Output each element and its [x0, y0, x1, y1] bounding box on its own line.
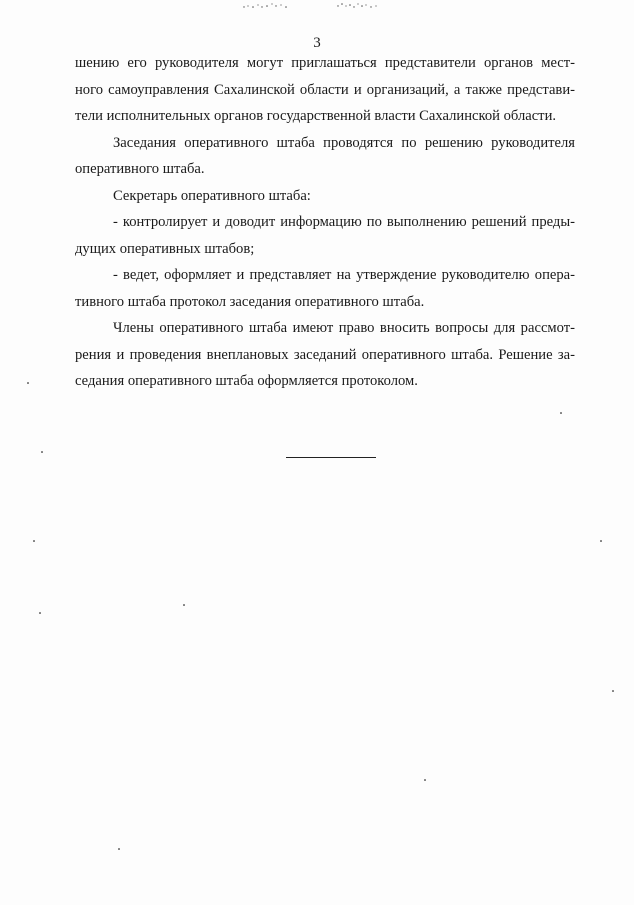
- page-number: 3: [313, 35, 321, 51]
- scan-speck: [33, 540, 35, 542]
- text-line: Секретарь оперативного штаба:: [113, 187, 311, 204]
- text-line: Заседания оперативного штаба проводятся по решению руководителя: [113, 134, 575, 151]
- text-line: рения и проведения внеплановых заседаний оперативного штаба. Решение за-: [75, 346, 575, 363]
- scan-speck: [27, 382, 29, 384]
- scan-speck: [600, 540, 602, 542]
- scan-speck: [424, 779, 426, 781]
- scan-speck: [560, 412, 562, 414]
- text-line: ного самоуправления Сахалинской области и организаций, а также представи-: [75, 81, 575, 98]
- scan-speck: [41, 451, 43, 453]
- text-line: тели исполнительных органов государственной власти Сахалинской области.: [75, 108, 557, 124]
- scan-speck: [118, 848, 120, 850]
- text-line: - ведет, оформляет и представляет на утверждение руководителю опера-: [113, 267, 575, 283]
- text-line: тивного штаба протокол заседания оперативного штаба.: [75, 293, 425, 310]
- end-of-text-rule: [286, 457, 376, 458]
- scan-speck: [183, 604, 185, 606]
- text-line: дущих оперативных штабов;: [75, 240, 255, 257]
- text-line: Члены оперативного штаба имеют право вносить вопросы для рассмот-: [113, 320, 575, 336]
- scan-speck: [39, 612, 41, 614]
- scan-speck: [612, 690, 614, 692]
- scan-artifact-marks: [0, 0, 634, 12]
- text-line: оперативного штаба.: [75, 161, 205, 177]
- text-line: - контролирует и доводит информацию по выполнению решений преды-: [113, 214, 575, 230]
- text-line: седания оперативного штаба оформляется протоколом.: [75, 373, 418, 389]
- text-line: шению его руководителя могут приглашаться представители органов мест-: [75, 55, 575, 71]
- document-body: [75, 50, 575, 395]
